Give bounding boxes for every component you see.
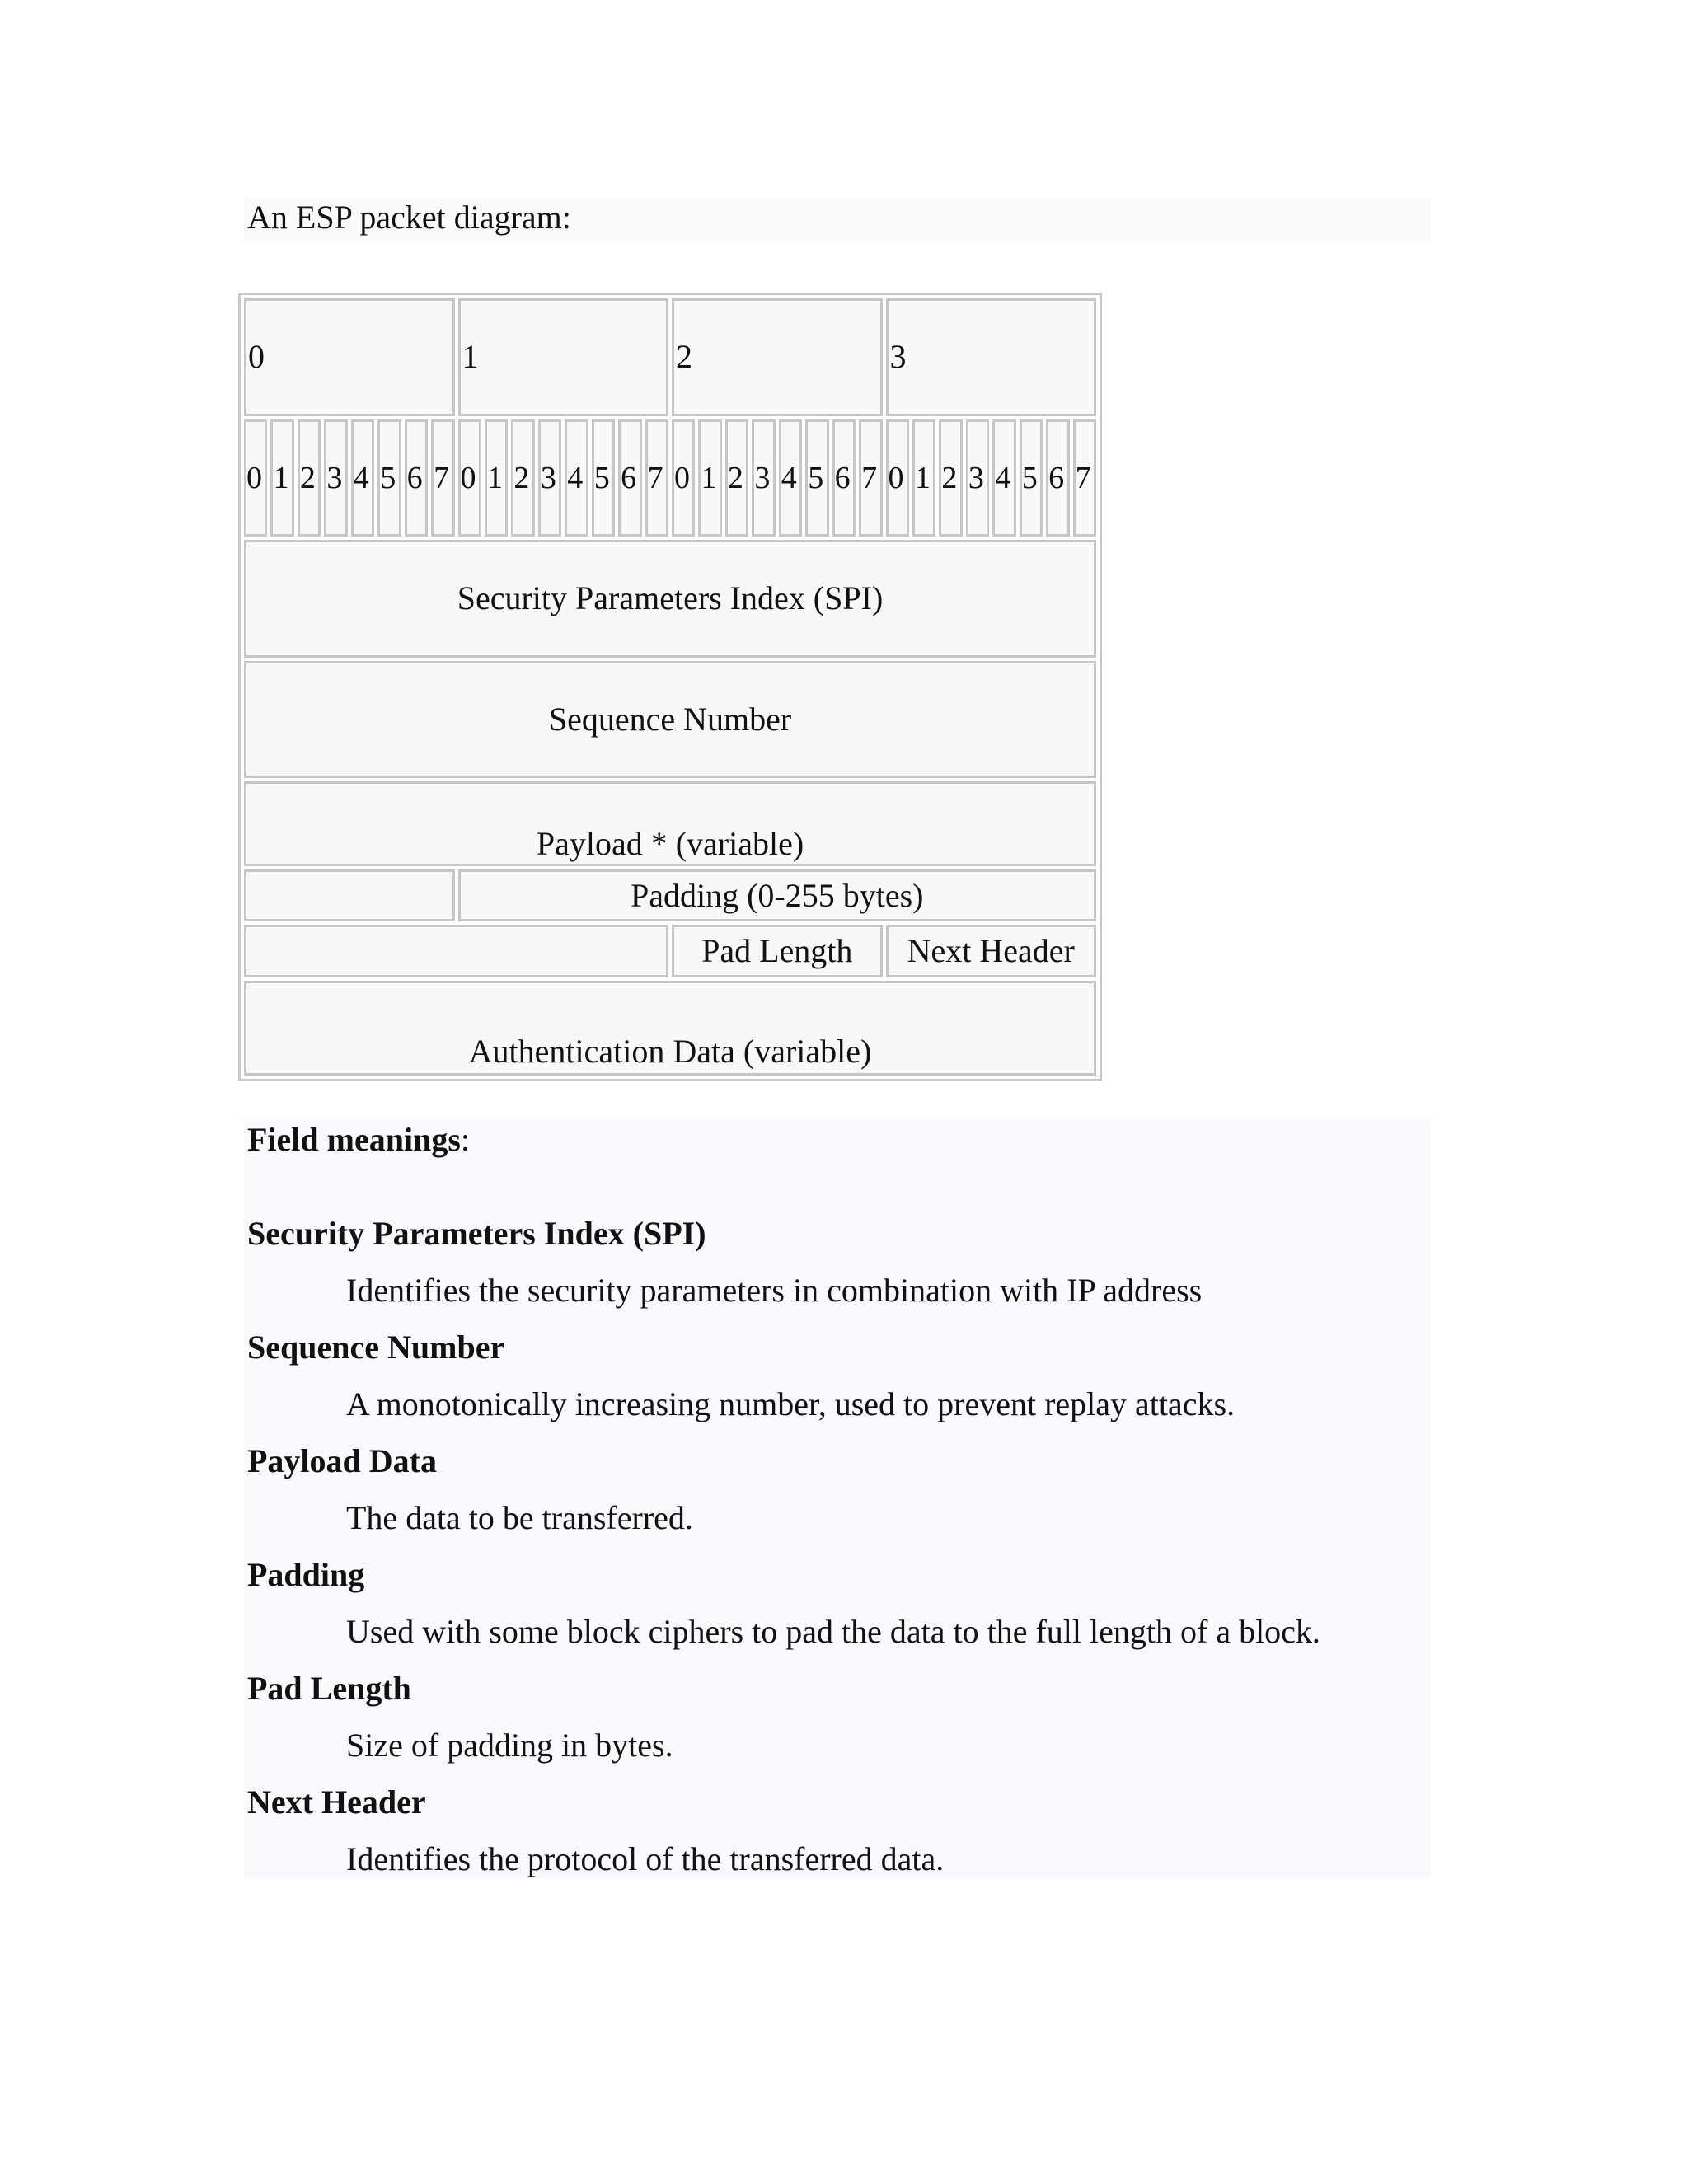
bit-cell: 0 <box>886 419 909 537</box>
bit-cell: 5 <box>1020 419 1043 537</box>
padding-tail-cell <box>244 925 668 977</box>
bit-cell: 1 <box>698 419 721 537</box>
bit-cell: 3 <box>324 419 347 537</box>
definition-description: Used with some block ciphers to pad the data to the full length of a block. <box>346 1613 1320 1650</box>
pad-length-field: Pad Length <box>672 925 883 977</box>
field-meanings-heading <box>247 1118 470 1161</box>
bit-cell: 7 <box>645 419 668 537</box>
definition-description: Identifies the protocol of the transferred data. <box>346 1840 945 1877</box>
spi-row <box>244 540 1096 658</box>
definition-term: Sequence Number <box>247 1329 505 1366</box>
definition-term: Payload Data <box>247 1442 437 1479</box>
payload-field: Payload * (variable) <box>244 781 1096 866</box>
bit-cell: 3 <box>538 419 561 537</box>
bit-cell: 2 <box>298 419 321 537</box>
definition-description: Identifies the security parameters in combination with IP address <box>346 1272 1203 1309</box>
definition-description: A monotonically increasing number, used to prevent replay attacks. <box>346 1385 1236 1422</box>
definition-description: The data to be transferred. <box>346 1499 693 1536</box>
octet-cell: 0 <box>244 298 455 416</box>
esp-packet-diagram <box>238 293 1102 1081</box>
bit-cell: 4 <box>992 419 1015 537</box>
field-meanings-title: Field meanings <box>247 1121 461 1158</box>
heading-colon: : <box>460 1121 471 1158</box>
bit-cell: 6 <box>405 419 428 537</box>
bit-cell: 0 <box>244 419 267 537</box>
octet-cell: 2 <box>672 298 883 416</box>
bit-cell: 1 <box>485 419 508 537</box>
bit-cell: 5 <box>592 419 615 537</box>
bit-cell: 7 <box>431 419 454 537</box>
bit-cell: 2 <box>939 419 962 537</box>
octet-cell: 3 <box>886 298 1097 416</box>
bit-cell: 1 <box>270 419 293 537</box>
field-meanings-section <box>244 1118 1431 1878</box>
bit-cell: 3 <box>966 419 989 537</box>
intro-text: An ESP packet diagram: <box>247 199 571 236</box>
authentication-data-field: Authentication Data (variable) <box>244 981 1096 1076</box>
auth-row <box>244 981 1096 1076</box>
bit-cell: 6 <box>1046 419 1069 537</box>
definition-term: Security Parameters Index (SPI) <box>247 1215 706 1252</box>
definition-description: Size of padding in bytes. <box>346 1727 673 1764</box>
definition-term: Padding <box>247 1556 365 1593</box>
bit-cell: 0 <box>672 419 695 537</box>
definition-list <box>247 1212 1426 1895</box>
bit-cell: 2 <box>511 419 534 537</box>
bit-cell: 1 <box>912 419 935 537</box>
next-header-field: Next Header <box>886 925 1097 977</box>
spi-field: Security Parameters Index (SPI) <box>244 540 1096 658</box>
bit-cell: 5 <box>805 419 828 537</box>
octet-row <box>244 298 1096 416</box>
bit-cell: 6 <box>618 419 641 537</box>
definition-term: Next Header <box>247 1783 426 1821</box>
payload-tail-cell <box>244 869 455 922</box>
bit-cell: 4 <box>779 419 802 537</box>
bit-cell: 7 <box>1073 419 1096 537</box>
sequence-row <box>244 661 1096 779</box>
padding-row <box>244 869 1096 922</box>
bit-cell: 2 <box>725 419 748 537</box>
bit-cell: 3 <box>752 419 775 537</box>
bit-cell: 6 <box>832 419 856 537</box>
sequence-number-field: Sequence Number <box>244 661 1096 779</box>
bit-cell: 5 <box>377 419 401 537</box>
payload-row <box>244 781 1096 866</box>
bit-cell: 7 <box>859 419 882 537</box>
definition-term: Pad Length <box>247 1670 411 1707</box>
bit-cell: 0 <box>458 419 481 537</box>
octet-cell: 1 <box>458 298 669 416</box>
padding-field: Padding (0-255 bytes) <box>458 869 1097 922</box>
trailer-row <box>244 925 1096 977</box>
bit-cell: 4 <box>565 419 588 537</box>
bit-cell: 4 <box>351 419 374 537</box>
bit-row <box>244 419 1096 537</box>
